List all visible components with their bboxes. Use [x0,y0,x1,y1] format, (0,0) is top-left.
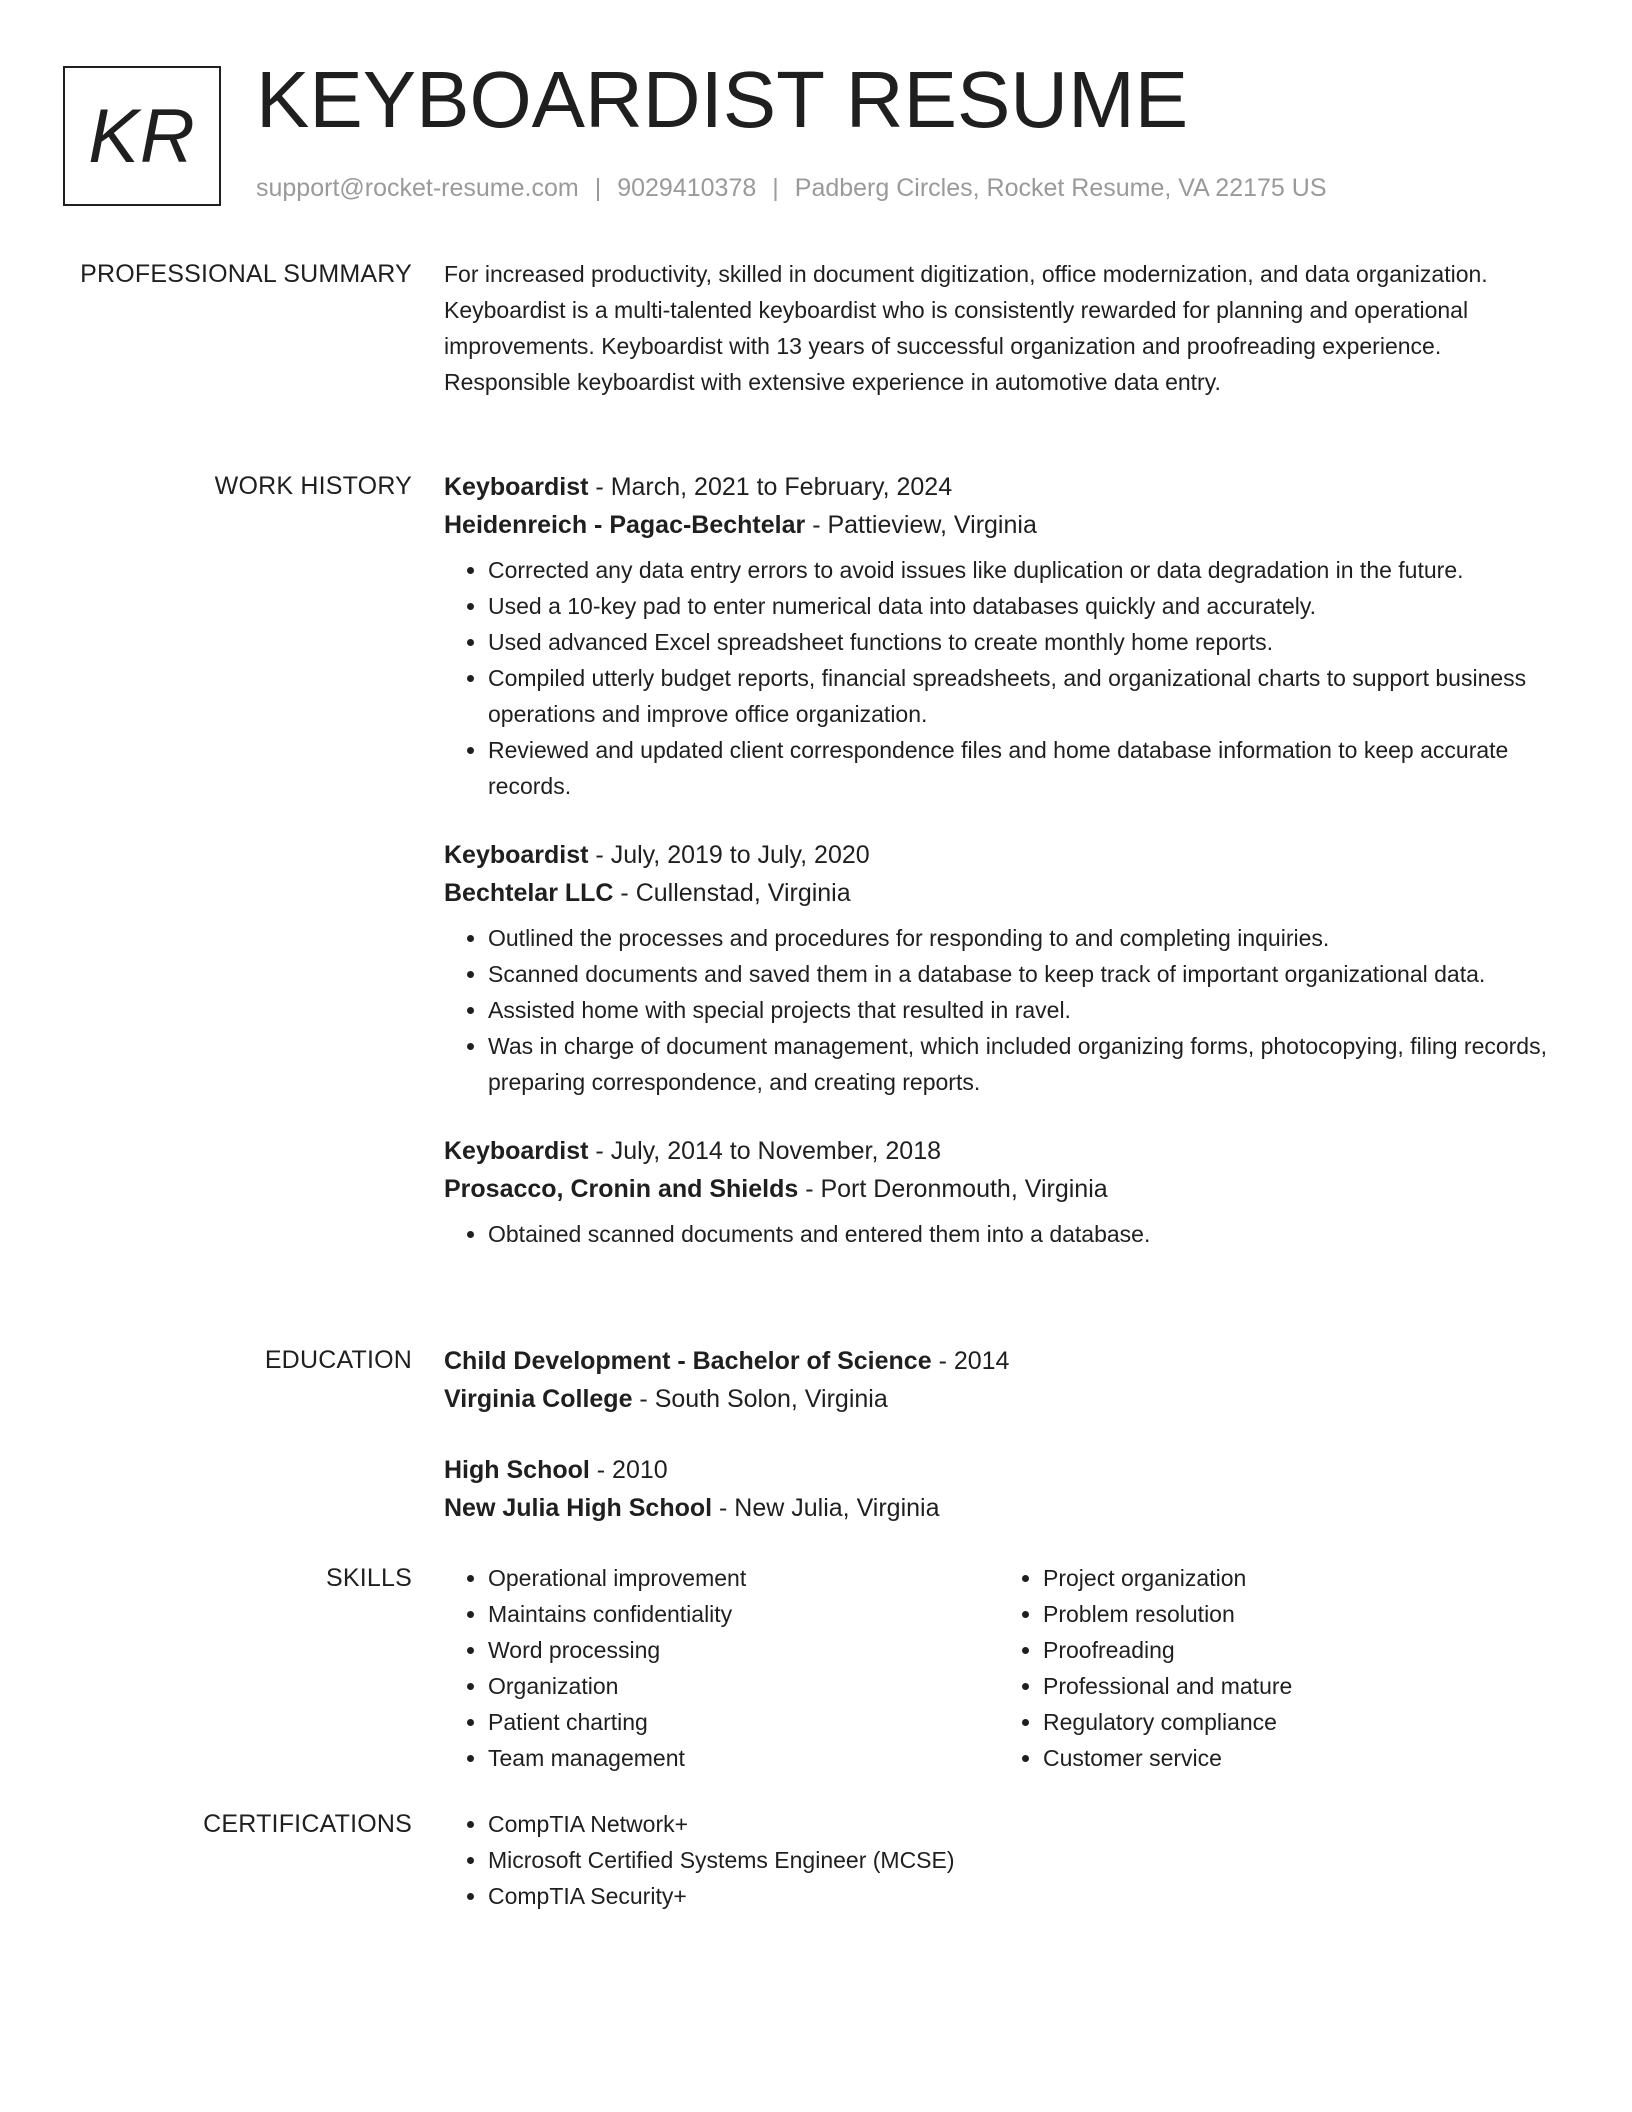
degree-year: - 2010 [589,1456,668,1484]
skill-item: • Proofreading [1043,1632,1554,1668]
school-location: - New Julia, Virginia [712,1494,940,1522]
section-label-education: EDUCATION [264,1346,412,1374]
job-bullet: • Was in charge of document management, which included organizing forms, photocopying, filing records, preparing correspondence, and creating reports. [488,1028,1554,1100]
school: Virginia College [444,1385,633,1413]
job-company: Prosacco, Cronin and Shields [444,1175,799,1203]
school-location: - South Solon, Virginia [632,1385,888,1413]
section-label-certifications: CERTIFICATIONS [203,1810,412,1838]
education-entry [444,1451,1554,1527]
summary-text: For increased productivity, skilled in document digitization, office modernization, and data organization. Keyboardist is a multi-talented keyboardist who is consistently rewarded for planning and operational improvements. Keyboardist with 13 years of successful organization and proofreading experience. Responsible keyboardist with extensive experience in automotive data entry. [444,261,1488,395]
monogram-badge [63,66,221,206]
skills-list-right [999,1560,1554,1776]
job-title: Keyboardist [444,473,589,501]
job-bullets [444,920,1554,1100]
job-location: - Cullenstad, Virginia [613,879,851,907]
skill-item: • Professional and mature [1043,1668,1554,1704]
skills-list-left [444,1560,999,1776]
job-bullets [444,552,1554,804]
degree: High School [444,1456,590,1484]
section-label-summary: PROFESSIONAL SUMMARY [80,260,412,288]
certification-item: • CompTIA Security+ [488,1878,1554,1914]
initials: KR [88,93,196,179]
contact-address: Padberg Circles, Rocket Resume, VA 22175 US [794,174,1327,202]
contact-line [256,174,1327,203]
job-bullet: • Assisted home with special projects that resulted in ravel. [488,992,1554,1028]
degree-line [444,1342,1554,1380]
job-location: - Pattieview, Virginia [805,511,1037,539]
skill-item: • Regulatory compliance [1043,1704,1554,1740]
degree: Child Development - Bachelor of Science [444,1347,932,1375]
job-company: Heidenreich - Pagac-Bechtelar [444,511,806,539]
job-entry [444,836,1554,1100]
job-title-line [444,468,1554,506]
job-location: - Port Deronmouth, Virginia [798,1175,1108,1203]
section-label-skills: SKILLS [326,1564,412,1592]
skill-item: • Word processing [488,1632,999,1668]
education-body [444,1342,1554,1527]
skill-item: • Problem resolution [1043,1596,1554,1632]
school-line [444,1489,1554,1527]
skill-item: • Patient charting [488,1704,999,1740]
work-history-body [444,468,1554,1252]
skill-item: • Project organization [1043,1560,1554,1596]
job-bullet: • Compiled utterly budget reports, financial spreadsheets, and organizational charts to support business operations and improve office organization. [488,660,1554,732]
summary-body [444,256,1554,400]
job-bullet: • Obtained scanned documents and entered them into a database. [488,1216,1554,1252]
certification-item: • Microsoft Certified Systems Engineer (MCSE) [488,1842,1554,1878]
job-bullets [444,1216,1554,1252]
job-company-line [444,506,1554,544]
job-title-line [444,1132,1554,1170]
job-company-line [444,874,1554,912]
certification-item: • CompTIA Network+ [488,1806,1554,1842]
skill-item: • Customer service [1043,1740,1554,1776]
resume-title: KEYBOARDIST RESUME [256,55,1189,144]
skills-columns [444,1560,1554,1776]
job-bullet: • Outlined the processes and procedures for responding to and completing inquiries. [488,920,1554,956]
school-line [444,1380,1554,1418]
job-dates: - July, 2019 to July, 2020 [588,841,870,869]
job-bullet: • Corrected any data entry errors to avoid issues like duplication or data degradation in the future. [488,552,1554,588]
skill-item: • Team management [488,1740,999,1776]
job-bullet: • Reviewed and updated client correspondence files and home database information to keep accurate records. [488,732,1554,804]
skills-body [444,1560,1554,1776]
job-bullet: • Scanned documents and saved them in a database to keep track of important organizational data. [488,956,1554,992]
school: New Julia High School [444,1494,713,1522]
contact-email[interactable]: support@rocket-resume.com [256,174,579,202]
contact-separator: | [594,174,602,202]
education-entry [444,1342,1554,1418]
job-company: Bechtelar LLC [444,879,614,907]
job-bullet: • Used a 10-key pad to enter numerical data into databases quickly and accurately. [488,588,1554,624]
degree-year: - 2014 [931,1347,1010,1375]
certifications-list [444,1806,1554,1914]
contact-separator: | [772,174,779,202]
contact-phone[interactable]: 9029410378 [617,174,757,202]
degree-line [444,1451,1554,1489]
skill-item: • Operational improvement [488,1560,999,1596]
job-dates: - July, 2014 to November, 2018 [588,1137,941,1165]
job-entry [444,1132,1554,1252]
job-dates: - March, 2021 to February, 2024 [588,473,953,501]
job-company-line [444,1170,1554,1208]
job-entry [444,468,1554,804]
job-title-line [444,836,1554,874]
job-bullet: • Used advanced Excel spreadsheet functions to create monthly home reports. [488,624,1554,660]
skill-item: • Maintains confidentiality [488,1596,999,1632]
job-title: Keyboardist [444,841,589,869]
skill-item: • Organization [488,1668,999,1704]
section-label-work-history: WORK HISTORY [214,472,412,500]
certifications-body [444,1806,1554,1914]
job-title: Keyboardist [444,1137,589,1165]
